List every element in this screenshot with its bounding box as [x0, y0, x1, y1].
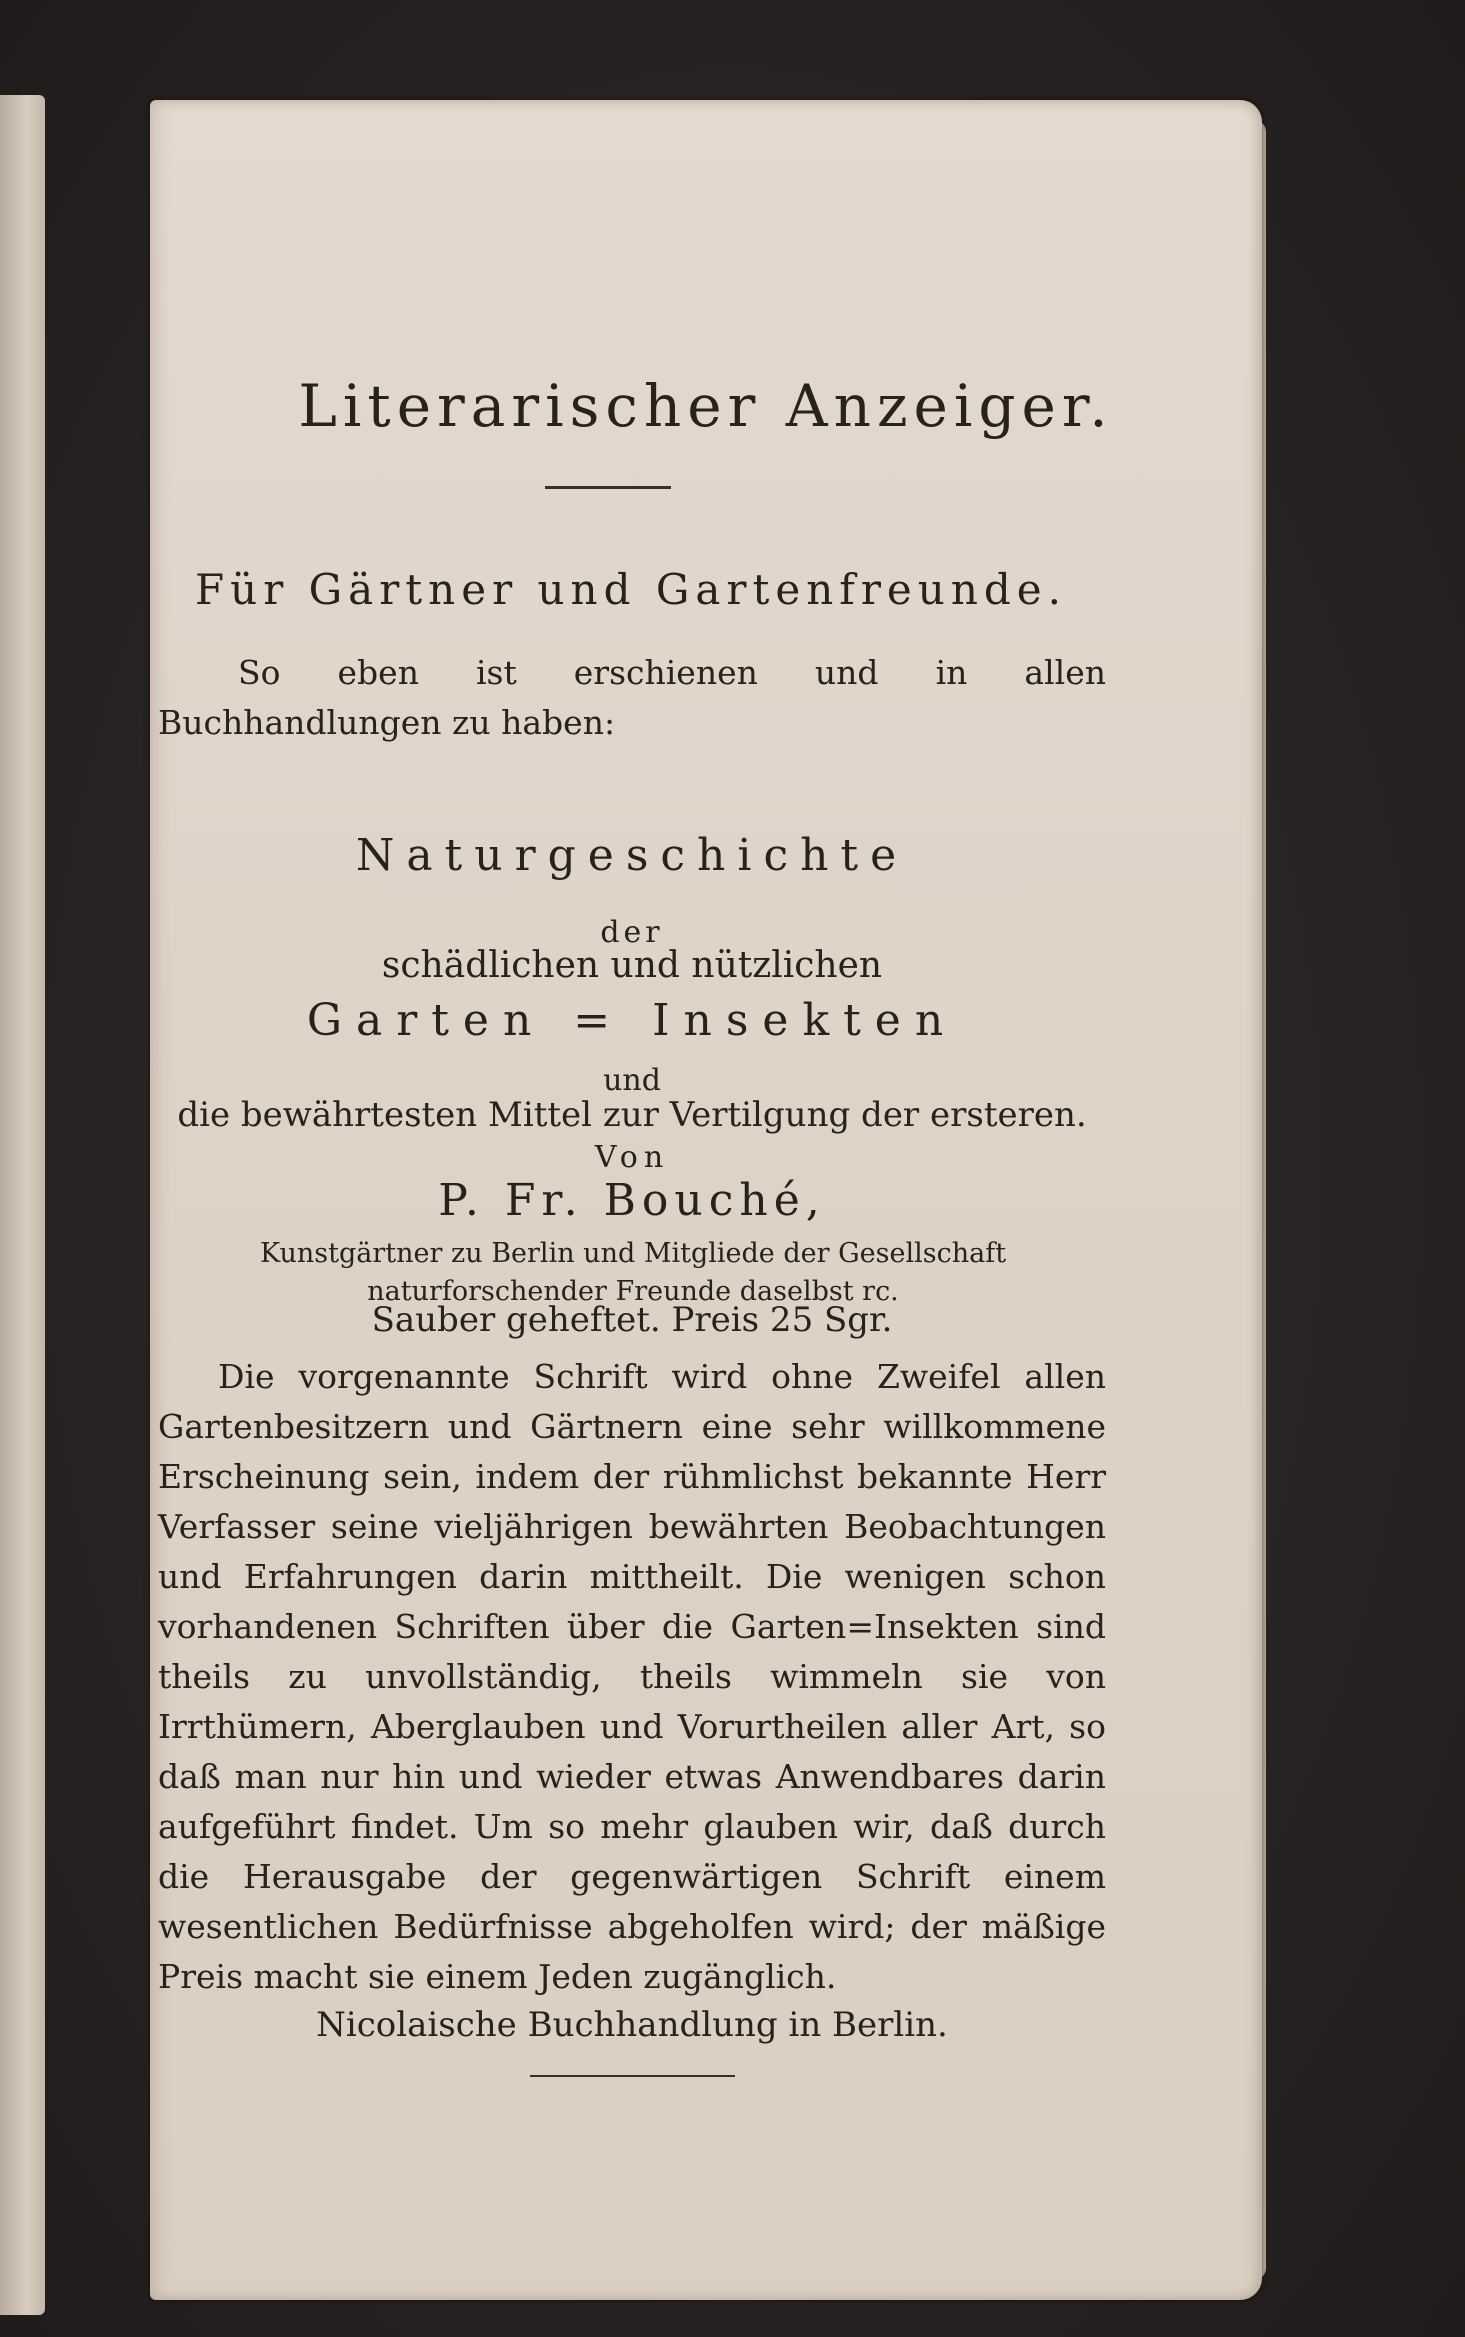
book-title-line3: Garten = Insekten — [306, 995, 958, 1046]
section-heading: Für Gärtner und Gartenfreunde. — [195, 565, 1067, 614]
intro-paragraph: So eben ist erschienen und in allen Buchhandlungen zu haben: — [158, 653, 1106, 742]
publisher-line: Nicolaische Buchhandlung in Berlin. — [316, 2005, 948, 2045]
author-description: Kunstgärtner zu Berlin und Mitgliede der Gesellschaft naturforschender Freunde daselbst rc. — [259, 1238, 1007, 1307]
title-divider — [545, 486, 671, 489]
book-title-line2: schädlichen und nützlichen — [381, 945, 883, 986]
book-title-und: und — [603, 1063, 661, 1098]
von-label: Von — [594, 1140, 670, 1175]
book-title-line4: die bewährtesten Mittel zur Vertilgung der ersteren. — [177, 1095, 1087, 1135]
body-paragraph: Die vorgenannte Schrift wird ohne Zweifel allen Gartenbesitzern und Gärtnern eine sehr willkommene Erscheinung sein, indem der rühmlichst bekannte Herr Verfasser seine vieljährigen bewährten Beobachtungen und Erfahrungen darin mittheilt. Die wenigen schon vorhandenen Schriften über die Garten=Insekten sind theils zu unvollständig, theils wimmeln sie von Irrthümern, Aberglauben und Vorurtheilen aller Art, so daß man nur hin und wieder etwas Anwendbares darin aufgeführt findet. Um so mehr glauben wir, daß durch die Herausgabe der gegenwärtigen Schrift einem wesentlichen Bedürfnisse abgeholfen wird; der mäßige Preis macht sie einem Jeden zugänglich. — [158, 1357, 1106, 1996]
book-title-der: der — [600, 915, 664, 950]
author-name: P. Fr. Bouché, — [438, 1175, 826, 1226]
end-divider — [530, 2075, 735, 2077]
book-page — [150, 100, 1262, 2300]
price-line: Sauber geheftet. Preis 25 Sgr. — [371, 1300, 893, 1340]
page-title: Literarischer Anzeiger. — [298, 372, 1114, 440]
book-title-line1: Naturgeschichte — [355, 830, 909, 881]
left-page-edge — [0, 95, 45, 2315]
